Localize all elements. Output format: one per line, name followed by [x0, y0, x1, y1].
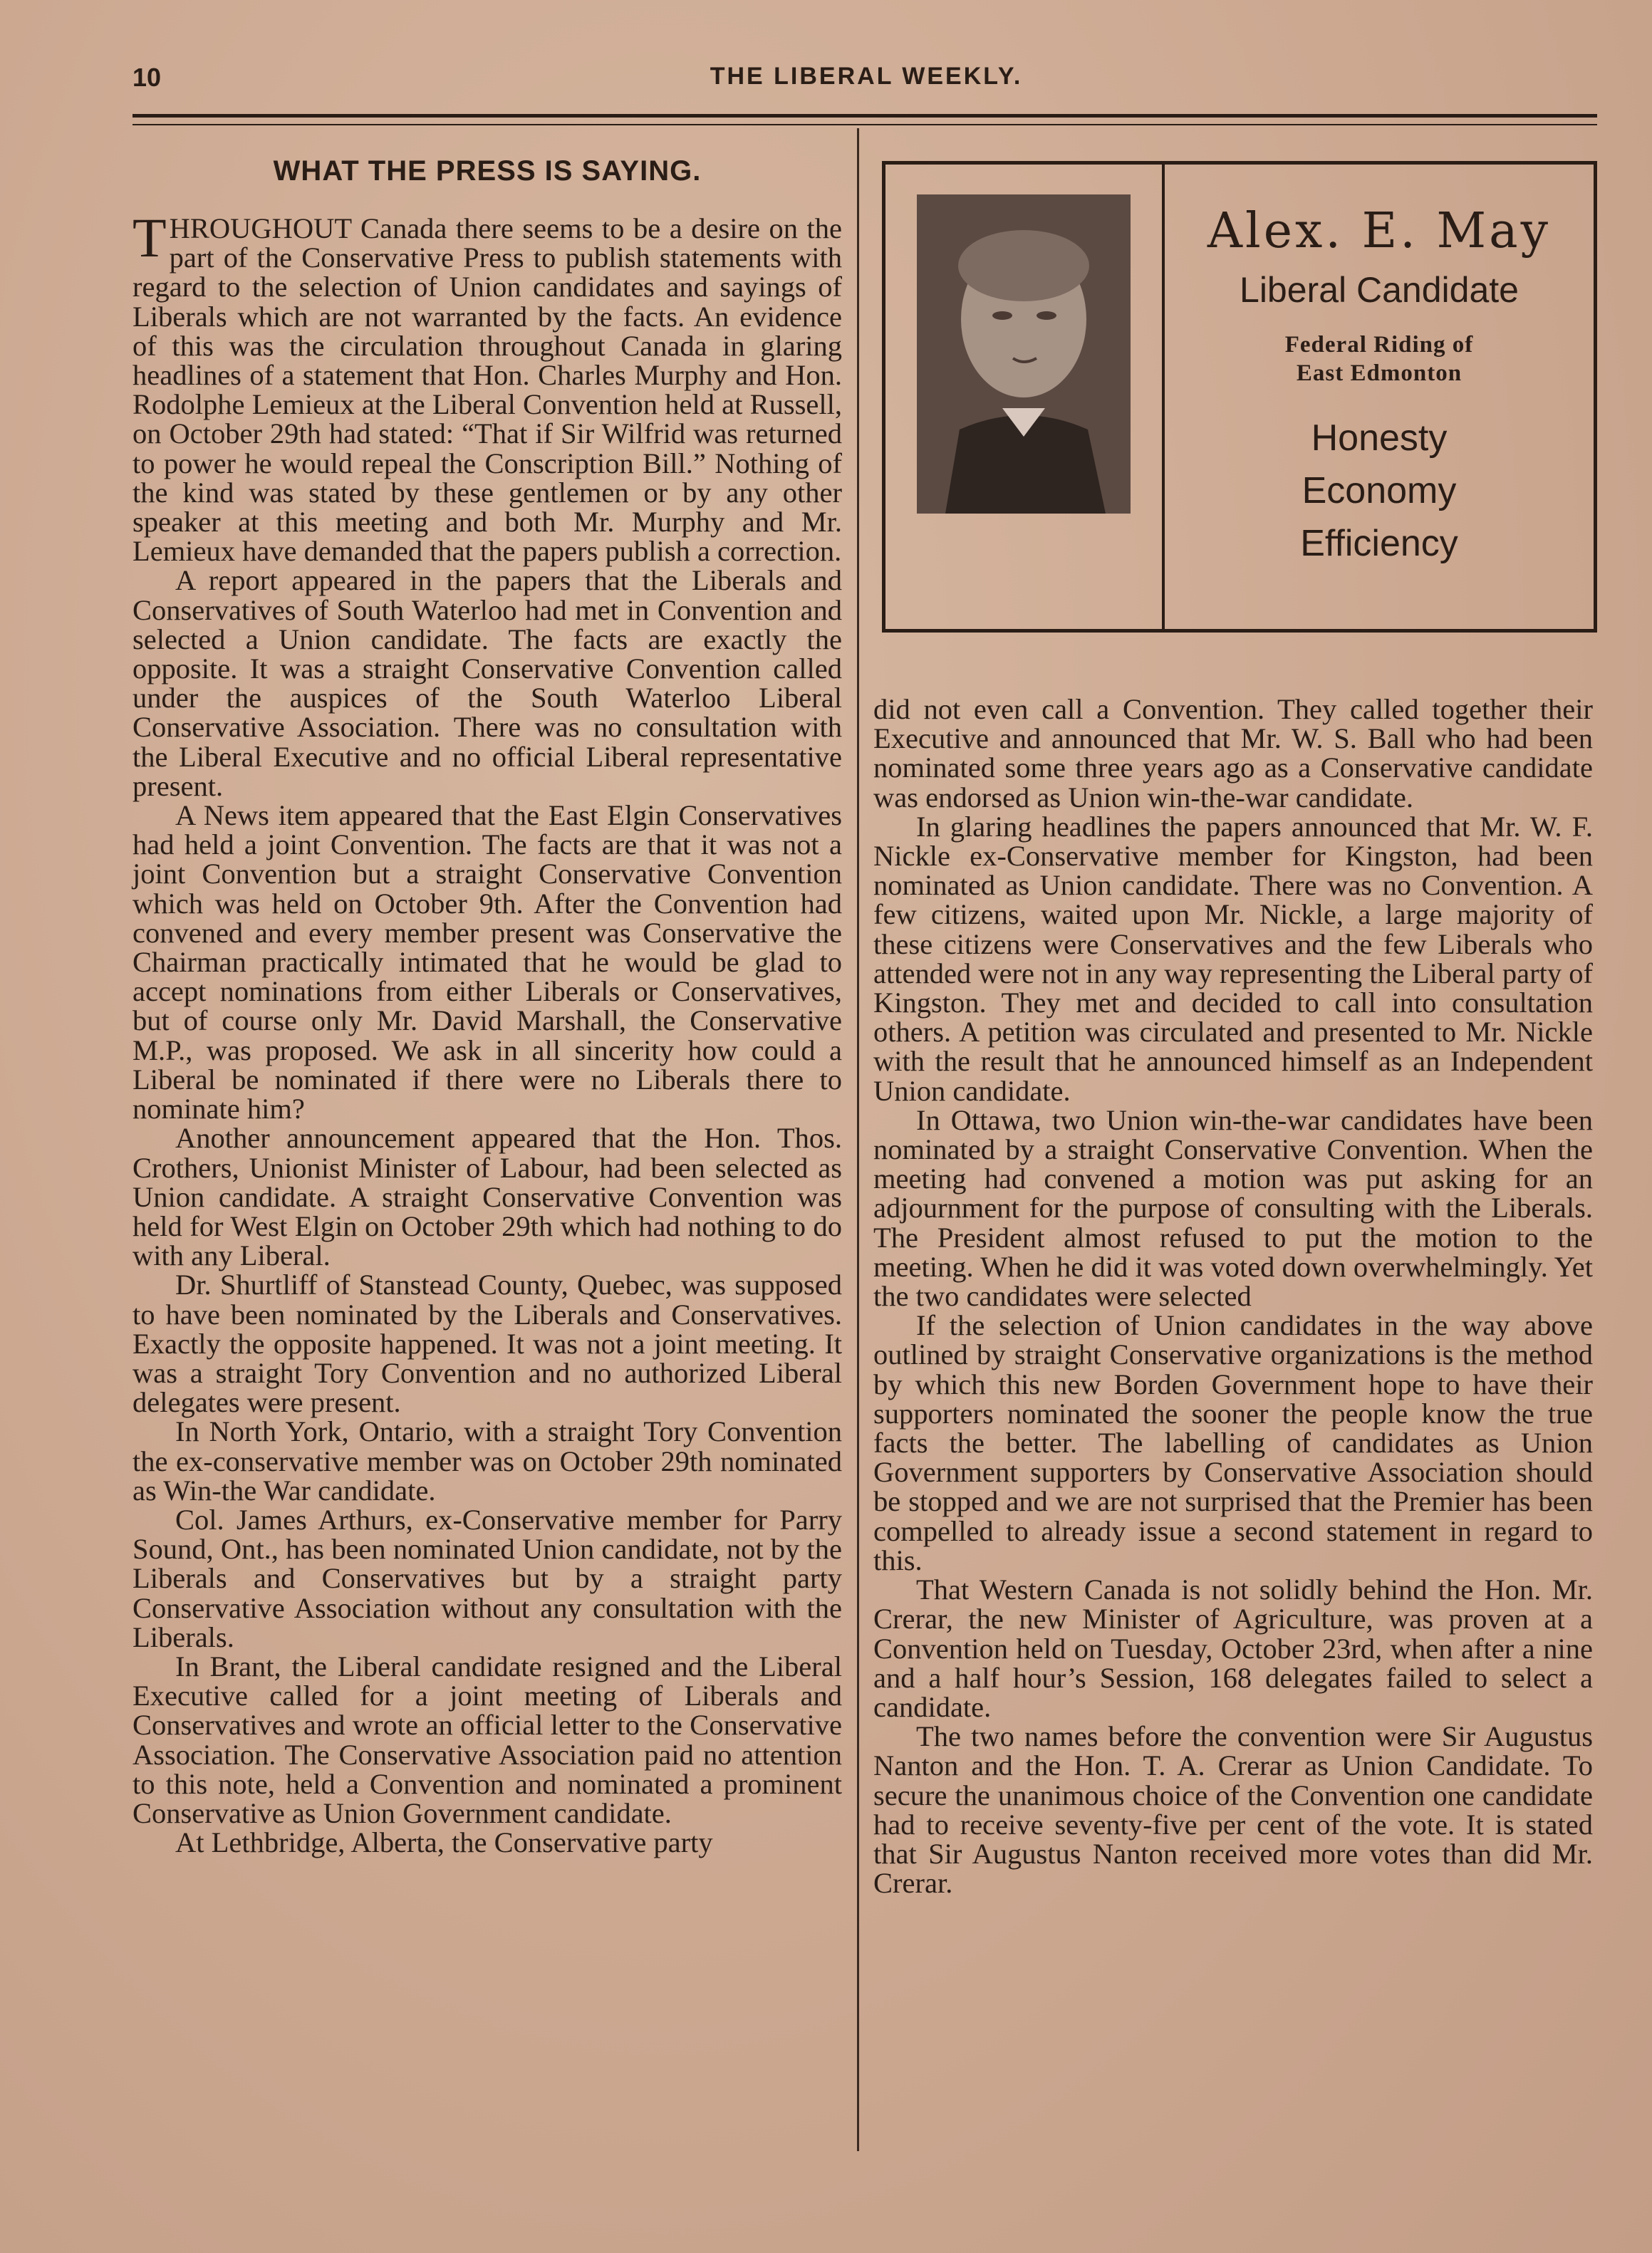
- article-paragraph: In glaring headlines the papers announced that Mr. W. F. Nickle ex-Conservative member for Kingston, had been nominated as Union candidate. There was no Convention. A few citizens, waited upon Mr. Nickle, a large majority of these citizens were Conservatives and the few Liberals who attended were not in any way representing the Liberal party of Kingston. They met and decided to call into consultation others. A petition was circulated and presented to Mr. Nickle with the result that he announced himself as an Independent Union candidate.: [873, 810, 1593, 1107]
- value-efficiency: Efficiency: [1300, 523, 1458, 564]
- article-paragraph: If the selection of Union candidates in the way above outlined by straight Conservative organizations is the method by which this new Borden Government hope to have their supporters nominated the sooner the people know the true facts the better. The labelling of candidates as Union Government supporters by Conservative Association should be stopped and we are not surprised that the Premier has been compelled to already issue a second statement in regard to this.: [873, 1309, 1593, 1576]
- article-paragraph: That Western Canada is not solidly behind the Hon. Mr. Crerar, the new Minister of Agriculture, was proven at a Convention held on Tuesday, October 23rd, when after a nine and a half hour’s Session, 168 delegates failed to select a candidate.: [873, 1573, 1593, 1723]
- article-title: WHAT THE PRESS IS SAYING.: [273, 155, 702, 187]
- value-honesty: Honesty: [1311, 417, 1448, 459]
- article-paragraph: THROUGHOUT Canada there seems to be a desire on the part of the Conservative Press to publish statements with regard to the selection of Union candidates and sayings of Liberals which are not warranted by the facts. An evidence of this was the circulation throughout Canada in glaring headlines of a statement that Hon. Charles Murphy and Hon. Rodolphe Lemieux at the Liberal Convention held at Russell, on October 29th had stated: “That if Sir Wilfrid was returned to power he would repeal the Conscription Bill.” Nothing of the kind was stated by these gentlemen or by any other speaker at this meeting and both Mr. Murphy and Mr. Lemieux have demanded that the papers publish a correction.: [133, 207, 842, 568]
- article-paragraph: In North York, Ontario, with a straight Tory Convention the ex-conservative member was on October 29th nominated as Win-the War candidate.: [133, 1415, 842, 1507]
- dropcap: T: [133, 207, 167, 269]
- article-paragraph: did not even call a Convention. They called together their Executive and announced that Mr. W. S. Ball who had been nominated some three years ago as a Conservative candidate was endorsed as Union win-the-war candidate.: [873, 693, 1593, 813]
- candidate-portrait: [917, 194, 1131, 514]
- column-divider: [857, 128, 859, 2151]
- candidate-role: Liberal Candidate: [1240, 270, 1519, 310]
- article-paragraph: A News item appeared that the East Elgin Conservatives had held a joint Convention. The facts are that it was not a joint Convention but a straight Conservative Convention which was held on October 9th. After the Convention had convened and every member present was Conservative the Chairman practically intimated that he would be glad to accept nominations from either Liberals or Conservatives, but of course only Mr. David Marshall, the Conservative M.P., was proposed. We ask in all sincerity how could a Liberal be nominated if there were no Liberals there to nominate him?: [133, 799, 842, 1125]
- article-paragraph: A report appeared in the papers that the Liberals and Conservatives of South Waterloo had met in Convention and selected a Union candidate. The facts are exactly the opposite. It was a straight Conservative Convention called under the auspices of the South Waterloo Liberal Conservative Association. There was no consultation with the Liberal Executive and no official Liberal representative present.: [133, 564, 842, 802]
- article-paragraph: In Brant, the Liberal candidate resigned and the Liberal Executive called for a joint meeting of Liberals and Conservatives and wrote an official letter to the Conservative Association. The Conservative Association paid no attention to this note, held a Convention and nominated a prominent Conservative as Union Government candidate.: [133, 1650, 842, 1829]
- article-paragraph: The two names before the convention were Sir Augustus Nanton and the Hon. T. A. Crerar as Union Candidate. To secure the unanimous choice of the Convention one candidate had to receive seventy-five per cent of the vote. It is stated that Sir Augustus Nanton received more votes than did Mr. Crerar.: [873, 1720, 1593, 1900]
- article-paragraph: Col. James Arthurs, ex-Conservative member for Parry Sound, Ont., has been nominated Union candidate, not by the Liberals and Conservatives but by a straight party Conservative Association without any consultation with the Liberals.: [133, 1503, 842, 1653]
- article-paragraph: Another announcement appeared that the Hon. Thos. Crothers, Unionist Minister of Labour, had been selected as Union candidate. A straight Conservative Convention was held for West Elgin on October 29th which had nothing to do with any Liberal.: [133, 1122, 842, 1272]
- header-rule-thin: [133, 124, 1597, 125]
- article-paragraph: In Ottawa, two Union win-the-war candidates have been nominated by a straight Conservative Convention. When the meeting had convened a motion was put asking for an adjournment for the purpose of consulting with the Liberals. The President almost refused to put the motion to the meeting. When he did it was voted down overwhelmingly. Yet the two candidates were selected: [873, 1103, 1593, 1313]
- left-column: [133, 207, 842, 1859]
- candidate-values: [1165, 412, 1594, 570]
- article-paragraph: Dr. Shurtliff of Stanstead County, Quebec, was supposed to have been nominated by the Liberals and Conservatives. Exactly the opposite happened. It was not a joint meeting. It was a straight Tory Convention and no authorized Liberal delegates were present.: [133, 1269, 842, 1419]
- ad-text: [1165, 165, 1594, 629]
- publication-title: THE LIBERAL WEEKLY.: [710, 63, 1023, 90]
- portrait-image: [917, 194, 1131, 514]
- page-header: [133, 63, 1600, 98]
- article-paragraph: At Lethbridge, Alberta, the Conservative party: [175, 1826, 713, 1859]
- candidate-advertisement: [882, 161, 1597, 633]
- page-number: 10: [133, 63, 162, 92]
- header-rule: [133, 114, 1597, 118]
- candidate-riding: Federal Riding of East Edmonton: [1284, 332, 1474, 386]
- value-economy: Economy: [1302, 470, 1457, 511]
- candidate-name: Alex. E. May: [1207, 203, 1552, 259]
- right-column: [873, 694, 1593, 1898]
